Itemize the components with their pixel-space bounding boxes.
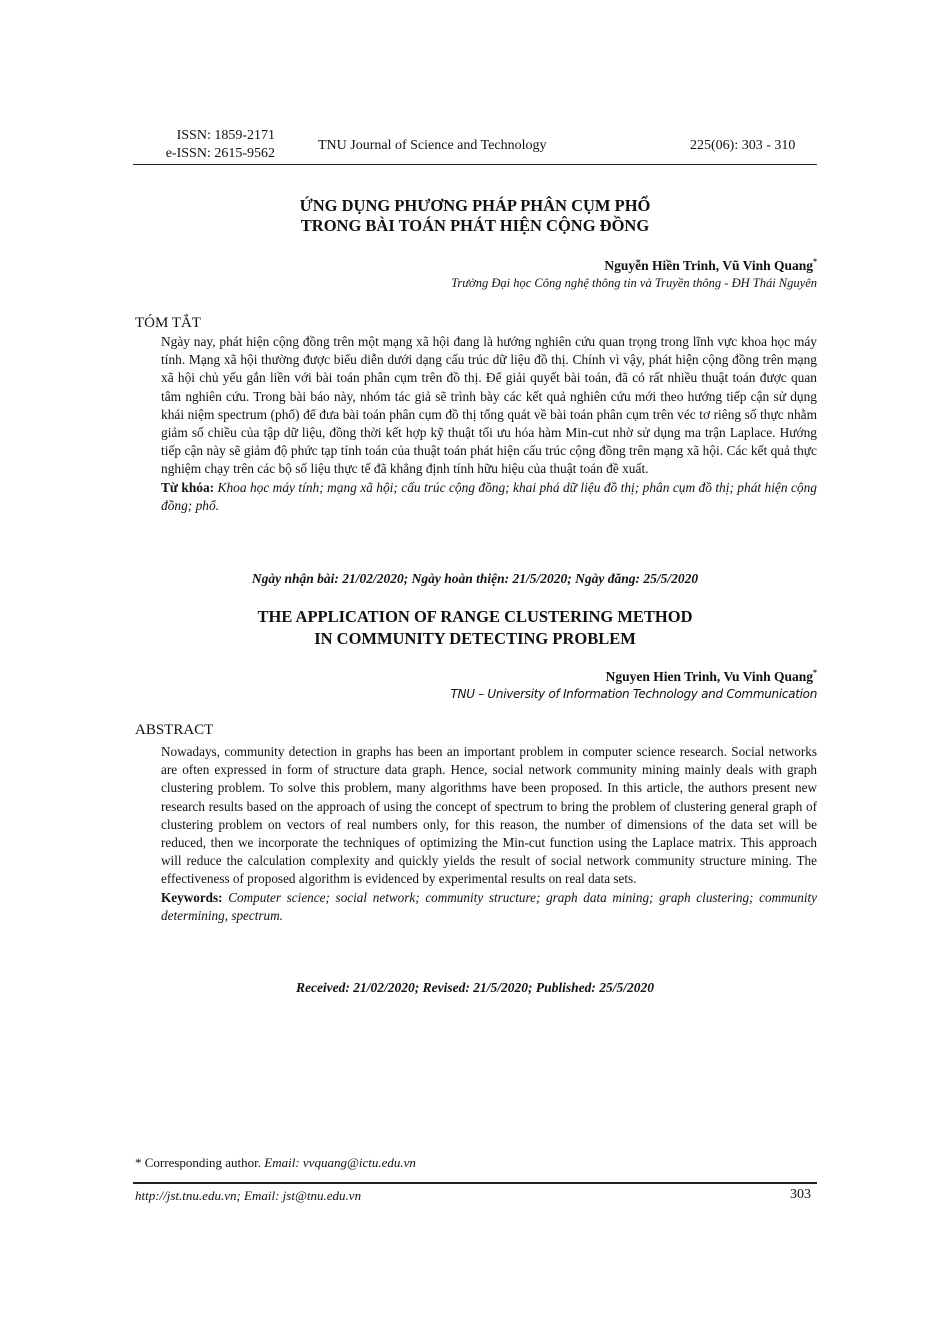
- issn: ISSN: 1859-2171: [176, 128, 275, 143]
- affiliation-en: TNU – University of Information Technology and Communication: [450, 687, 817, 701]
- authors-vi: [604, 257, 817, 274]
- footnote: [135, 1155, 416, 1171]
- keywords-vi-label: Từ khóa:: [161, 479, 215, 495]
- title-en-line2: IN COMMUNITY DETECTING PROBLEM: [314, 629, 636, 648]
- abstract-heading-vi: TÓM TẮT: [135, 315, 201, 331]
- affiliation-vi: Trường Đại học Công nghệ thông tin và Truyền thông - ĐH Thái Nguyên: [451, 276, 817, 290]
- title-en-line1: THE APPLICATION OF RANGE CLUSTERING METHOD: [257, 607, 693, 626]
- title-vi-line1: ỨNG DỤNG PHƯƠNG PHÁP PHÂN CỤM PHỔ: [299, 196, 651, 215]
- eissn: e-ISSN: 2615-9562: [165, 146, 275, 161]
- footer-rule: [133, 1182, 817, 1184]
- abstract-heading-en: ABSTRACT: [135, 722, 214, 738]
- dates-en: Received: 21/02/2020; Revised: 21/5/2020; Published: 25/5/2020: [295, 980, 655, 995]
- issn-block: [135, 127, 275, 163]
- authors-en: [606, 668, 817, 685]
- keywords-en: Computer science; social network; community structure; graph data mining; graph clustering; community determining, spectrum.: [161, 889, 817, 923]
- keywords-en-label: Keywords:: [161, 889, 223, 905]
- journal-name: TNU Journal of Science and Technology: [318, 138, 547, 153]
- footnote-label: * Corresponding author.: [135, 1155, 265, 1170]
- title-vi-line2: TRONG BÀI TOÁN PHÁT HIỆN CỘNG ĐỒNG: [300, 216, 650, 235]
- authors-vi-names: Nguyễn Hiền Trinh, Vũ Vinh Quang: [604, 258, 813, 273]
- abstract-vi-text: Ngày nay, phát hiện cộng đồng trên một mạng xã hội đang là hướng nghiên cứu quan trọng trong lĩnh vực khoa học máy tính. Mạng xã hội thường được biểu diễn dưới dạng cấu trúc dữ liệu đồ thị. Chính vì vậy, phát hiện cộng đồng trên mạng xã hội chủ yếu gắn liền với bài toán phân cụm trên đồ thị. Để giải quyết bài toán, đã có rất nhiều thuật toán được quan tâm nghiên cứu. Trong bài báo này, nhóm tác giả sẽ trình bày các kết quả nghiên cứu mới theo hướng tiếp cận sử dụng khái niệm spectrum (phổ) để đưa bài toán phân cụm đồ thị tổng quát về bài toán phân cụm trên véc tơ riêng số thực nhằm giảm số chiều của tập dữ liệu, đồng thời kết hợp kỹ thuật tối ưu hóa hàm Min-cut nhờ sử dụng ma trận Laplace. Hướng tiếp cận này sẽ giảm độ phức tạp tính toán của thuật toán phát hiện cấu trúc cộng đồng trên mạng xã hội. Các kết quả thực nghiệm chạy trên các bộ số liệu thực tế đã khẳng định tính hữu hiệu của thuật toán đề xuất.: [161, 334, 817, 477]
- authors-en-names: Nguyen Hien Trinh, Vu Vinh Quang: [605, 669, 813, 684]
- footer-links[interactable]: http://jst.tnu.edu.vn; Email: jst@tnu.edu.vn: [135, 1188, 362, 1203]
- keywords-vi: Khoa học máy tính; mạng xã hội; cấu trúc cộng đồng; khai phá dữ liệu đồ thị; phân cụm đồ thị; phát hiện cộng đồng; phổ.: [161, 479, 818, 513]
- volume-pages: 225(06): 303 - 310: [690, 138, 796, 153]
- abstract-en-text: Nowadays, community detection in graphs has been an important problem in computer science research. Social networks are often expressed in form of structure data graph. Hence, social network community mining mainly deals with graph clustering problem. To solve this problem, many algorithms have been proposed. In this article, the authors present new research results based on the approach of using the concept of spectrum to bring the problem of clustering general graph of clustering problem on vectors of real numbers only, for this reason, the number of dimensions of the data set will be reduced, then we incorporate the techniques of optimizing the Min-cut function using the Laplace matrix. This approach will reduce the calculation complexity and quickly yields the result of social network community structure mining. The effectiveness of proposed algorithm is evidenced by experimental results on real data sets.: [161, 744, 817, 887]
- abstract-vi: [161, 333, 817, 515]
- page-number: 303: [790, 1187, 811, 1202]
- title-vietnamese: [133, 196, 817, 236]
- footnote-email[interactable]: Email: vvquang@ictu.edu.vn: [264, 1155, 416, 1170]
- header-rule: [133, 164, 817, 165]
- dates-vi: Ngày nhận bài: 21/02/2020; Ngày hoàn thiện: 21/5/2020; Ngày đăng: 25/5/2020: [251, 571, 699, 586]
- title-english: [133, 606, 817, 650]
- corresponding-mark: *: [813, 257, 817, 266]
- corresponding-mark-en: *: [813, 668, 817, 677]
- abstract-en: [161, 743, 817, 925]
